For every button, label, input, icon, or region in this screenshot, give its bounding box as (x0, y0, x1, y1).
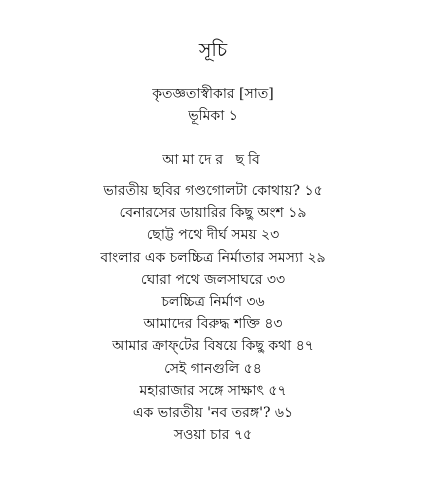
toc-entry: চলচ্চিত্র নির্মাণ ৩৬ (161, 293, 265, 310)
toc-entry: ছোট্ট পথে দীর্ঘ সময় ২৩ (146, 227, 280, 244)
toc-entry: এক ভারতীয় 'নব তরঙ্গ'? ৬১ (132, 404, 294, 421)
toc-entry-list (0, 180, 426, 446)
toc-entry: সওয়া চার ৭৫ (173, 427, 253, 444)
toc-entry: সেই গানগুলি ৫৪ (164, 360, 262, 377)
toc-entry: আমার ক্রাফ্‌টের বিষয়ে কিছু কথা ৪৭ (112, 338, 314, 355)
front-matter-acknowledgements: কৃতজ্ঞতাস্বীকার [সাত] (152, 86, 274, 102)
toc-entry: মহারাজার সঙ্গে সাক্ষাৎ ৫৭ (139, 382, 287, 399)
section-heading: আমাদের ছবি (162, 152, 264, 168)
toc-entry: বেনারসের ডায়ারির কিছু অংশ ১৯ (119, 205, 307, 222)
page-title: সূচি (198, 39, 228, 61)
toc-entry: ভারতীয় ছবির গণ্ডগোলটা কোথায়? ১৫ (103, 183, 323, 199)
toc-entry: আমাদের বিরুদ্ধ শক্তি ৪৩ (143, 316, 283, 333)
toc-entry: ঘোরা পথে জলসাঘরে ৩৩ (140, 271, 286, 288)
toc-entry: বাংলার এক চলচ্চিত্র নির্মাতার সমস্যা ২৯ (100, 249, 326, 266)
front-matter-introduction: ভূমিকা ১ (188, 108, 238, 124)
